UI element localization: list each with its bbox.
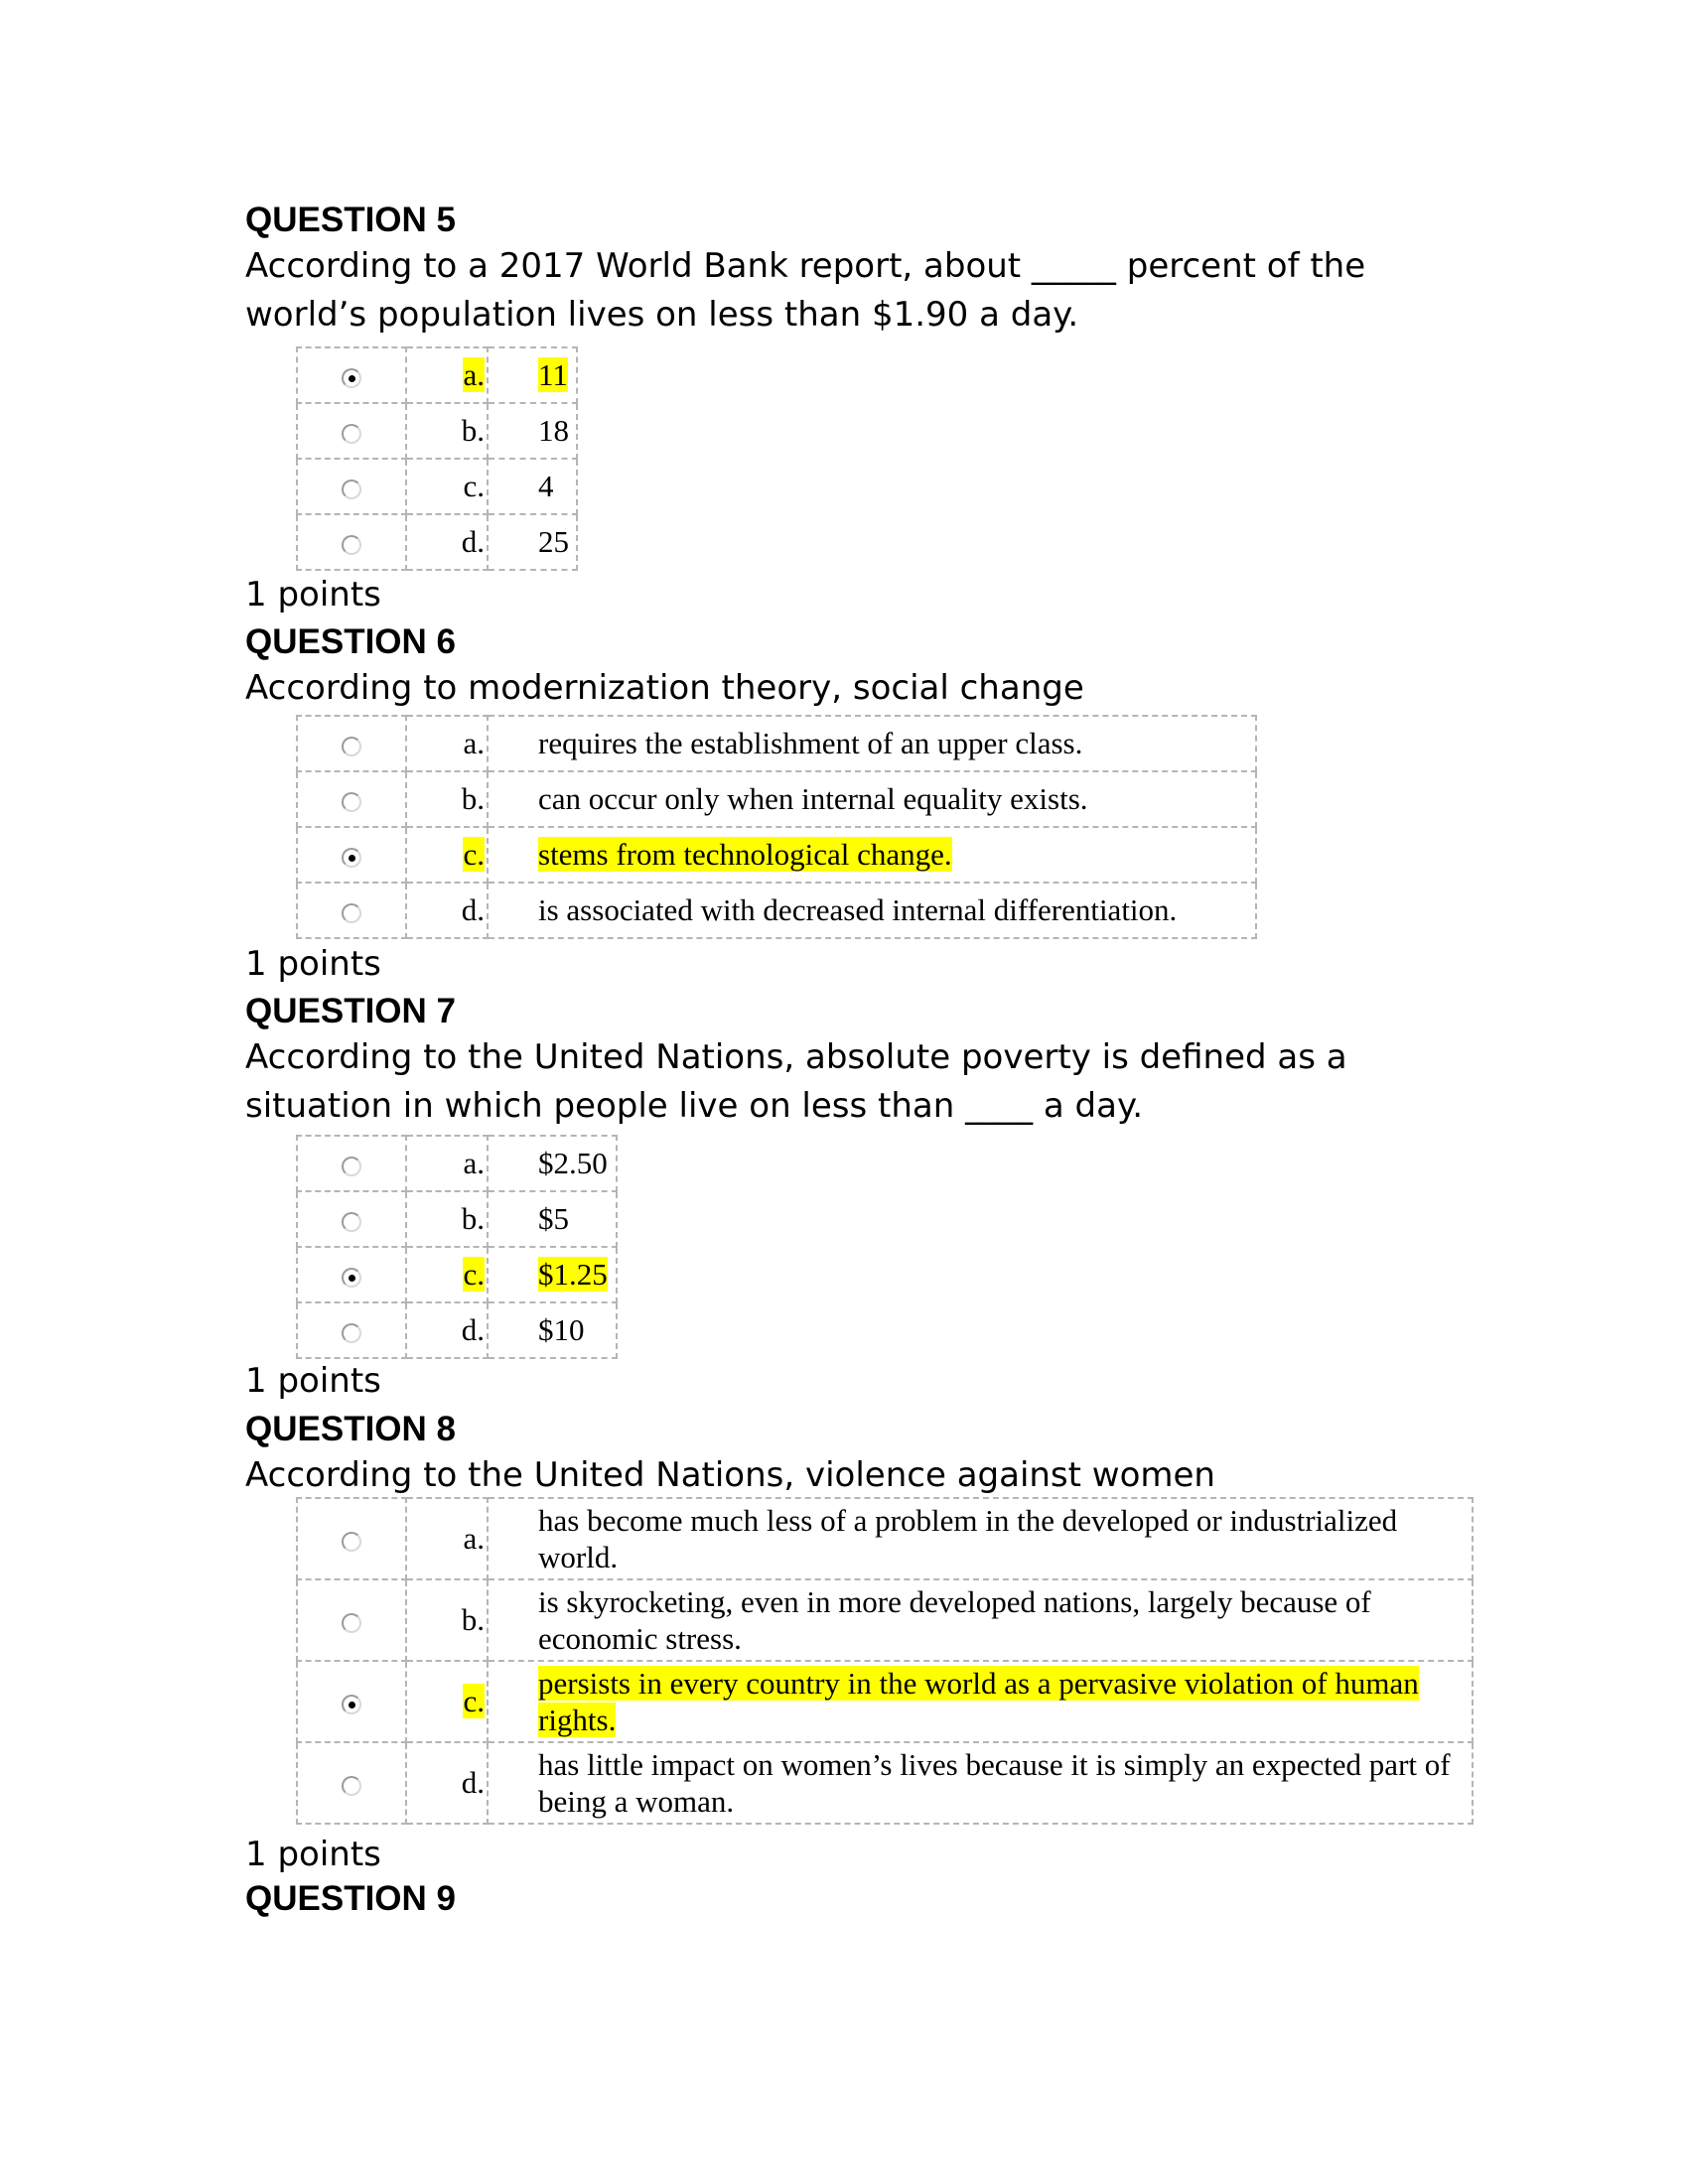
answer-letter: c.: [463, 469, 485, 503]
radio-button[interactable]: [342, 479, 361, 499]
answer-letter: a.: [463, 1146, 485, 1180]
answer-row[interactable]: [297, 1136, 617, 1191]
radio-button[interactable]: [342, 368, 361, 388]
answer-table: [296, 715, 1257, 939]
radio-button[interactable]: [342, 1157, 361, 1176]
question-text: According to the United Nations, absolute poverty is defined as a situation in which people live on less than ____ a day.: [245, 1037, 1347, 1126]
radio-button[interactable]: [342, 1532, 361, 1552]
question-6: [245, 620, 1477, 713]
answer-row[interactable]: [297, 459, 577, 514]
answer-letter: a.: [463, 1521, 485, 1556]
answer-text: $10: [538, 1312, 585, 1347]
points-label: 1 points: [245, 1361, 381, 1401]
answer-letter: a.: [463, 726, 485, 760]
question-7: [245, 990, 1477, 1131]
answer-text: has become much less of a problem in the developed or industrialized world.: [538, 1503, 1398, 1574]
points-label: 1 points: [245, 1835, 381, 1874]
question-title: QUESTION 6: [245, 622, 456, 661]
answer-table: [296, 346, 578, 571]
answer-letter: d.: [461, 1765, 485, 1800]
radio-button[interactable]: [342, 737, 361, 756]
answer-row[interactable]: [297, 827, 1256, 883]
question-8: [245, 1408, 1477, 1500]
answer-row[interactable]: [297, 1302, 617, 1358]
answer-text: is skyrocketing, even in more developed nations, largely because of economic stress.: [538, 1584, 1371, 1656]
question-text: According to modernization theory, social change: [245, 668, 1084, 708]
points-label: 1 points: [245, 944, 381, 984]
answer-row[interactable]: [297, 1579, 1473, 1661]
answer-text: $5: [538, 1201, 569, 1236]
radio-button[interactable]: [342, 424, 361, 444]
radio-button[interactable]: [342, 1695, 361, 1714]
radio-button[interactable]: [342, 1212, 361, 1232]
answer-letter: d.: [461, 1312, 485, 1347]
answer-letter: b.: [461, 1602, 485, 1637]
answer-text: 11: [538, 357, 568, 392]
radio-button[interactable]: [342, 1613, 361, 1633]
answer-text: $1.25: [538, 1257, 608, 1292]
answer-row[interactable]: [297, 1742, 1473, 1824]
answer-text: is associated with decreased internal differentiation.: [538, 892, 1178, 927]
answer-letter: a.: [463, 357, 485, 392]
question-text: According to the United Nations, violence against women: [245, 1455, 1215, 1495]
radio-button[interactable]: [342, 903, 361, 923]
answer-text: persists in every country in the world as a pervasive violation of human rights.: [538, 1666, 1419, 1737]
answer-row[interactable]: [297, 514, 577, 570]
answer-row[interactable]: [297, 771, 1256, 827]
answer-text: 4: [538, 469, 554, 503]
answer-text: requires the establishment of an upper class.: [538, 726, 1083, 760]
answer-row[interactable]: [297, 1498, 1473, 1579]
radio-button[interactable]: [342, 792, 361, 812]
answer-letter: d.: [461, 892, 485, 927]
answer-text: 18: [538, 413, 569, 448]
radio-button[interactable]: [342, 1268, 361, 1288]
answer-row[interactable]: [297, 403, 577, 459]
question-title: QUESTION 5: [245, 201, 456, 239]
answer-letter: b.: [461, 413, 485, 448]
answer-row[interactable]: [297, 1191, 617, 1247]
radio-button[interactable]: [342, 1776, 361, 1796]
question-title: QUESTION 9: [245, 1879, 456, 1918]
question-5: [245, 199, 1477, 340]
answer-row[interactable]: [297, 1247, 617, 1302]
question-title: QUESTION 8: [245, 1410, 456, 1448]
answer-text: can occur only when internal equality exists.: [538, 781, 1088, 816]
answer-row[interactable]: [297, 716, 1256, 771]
points-label: 1 points: [245, 575, 381, 614]
answer-letter: c.: [463, 1257, 485, 1292]
answer-row[interactable]: [297, 883, 1256, 938]
question-9: [245, 1877, 456, 1921]
answer-table: [296, 1497, 1474, 1825]
answer-text: 25: [538, 524, 569, 559]
answer-row[interactable]: [297, 347, 577, 403]
answer-row[interactable]: [297, 1661, 1473, 1742]
answer-text: has little impact on women’s lives because it is simply an expected part of being a woman.: [538, 1747, 1451, 1819]
question-title: QUESTION 7: [245, 992, 456, 1030]
answer-letter: c.: [463, 1684, 485, 1718]
answer-text: stems from technological change.: [538, 837, 952, 872]
radio-button[interactable]: [342, 535, 361, 555]
answer-letter: c.: [463, 837, 485, 872]
answer-letter: d.: [461, 524, 485, 559]
question-text: According to a 2017 World Bank report, about _____ percent of the world’s population lives on less than $1.90 a day.: [245, 246, 1366, 335]
radio-button[interactable]: [342, 1323, 361, 1343]
answer-letter: b.: [461, 1201, 485, 1236]
answer-text: $2.50: [538, 1146, 608, 1180]
radio-button[interactable]: [342, 848, 361, 868]
answer-letter: b.: [461, 781, 485, 816]
answer-table: [296, 1135, 618, 1359]
